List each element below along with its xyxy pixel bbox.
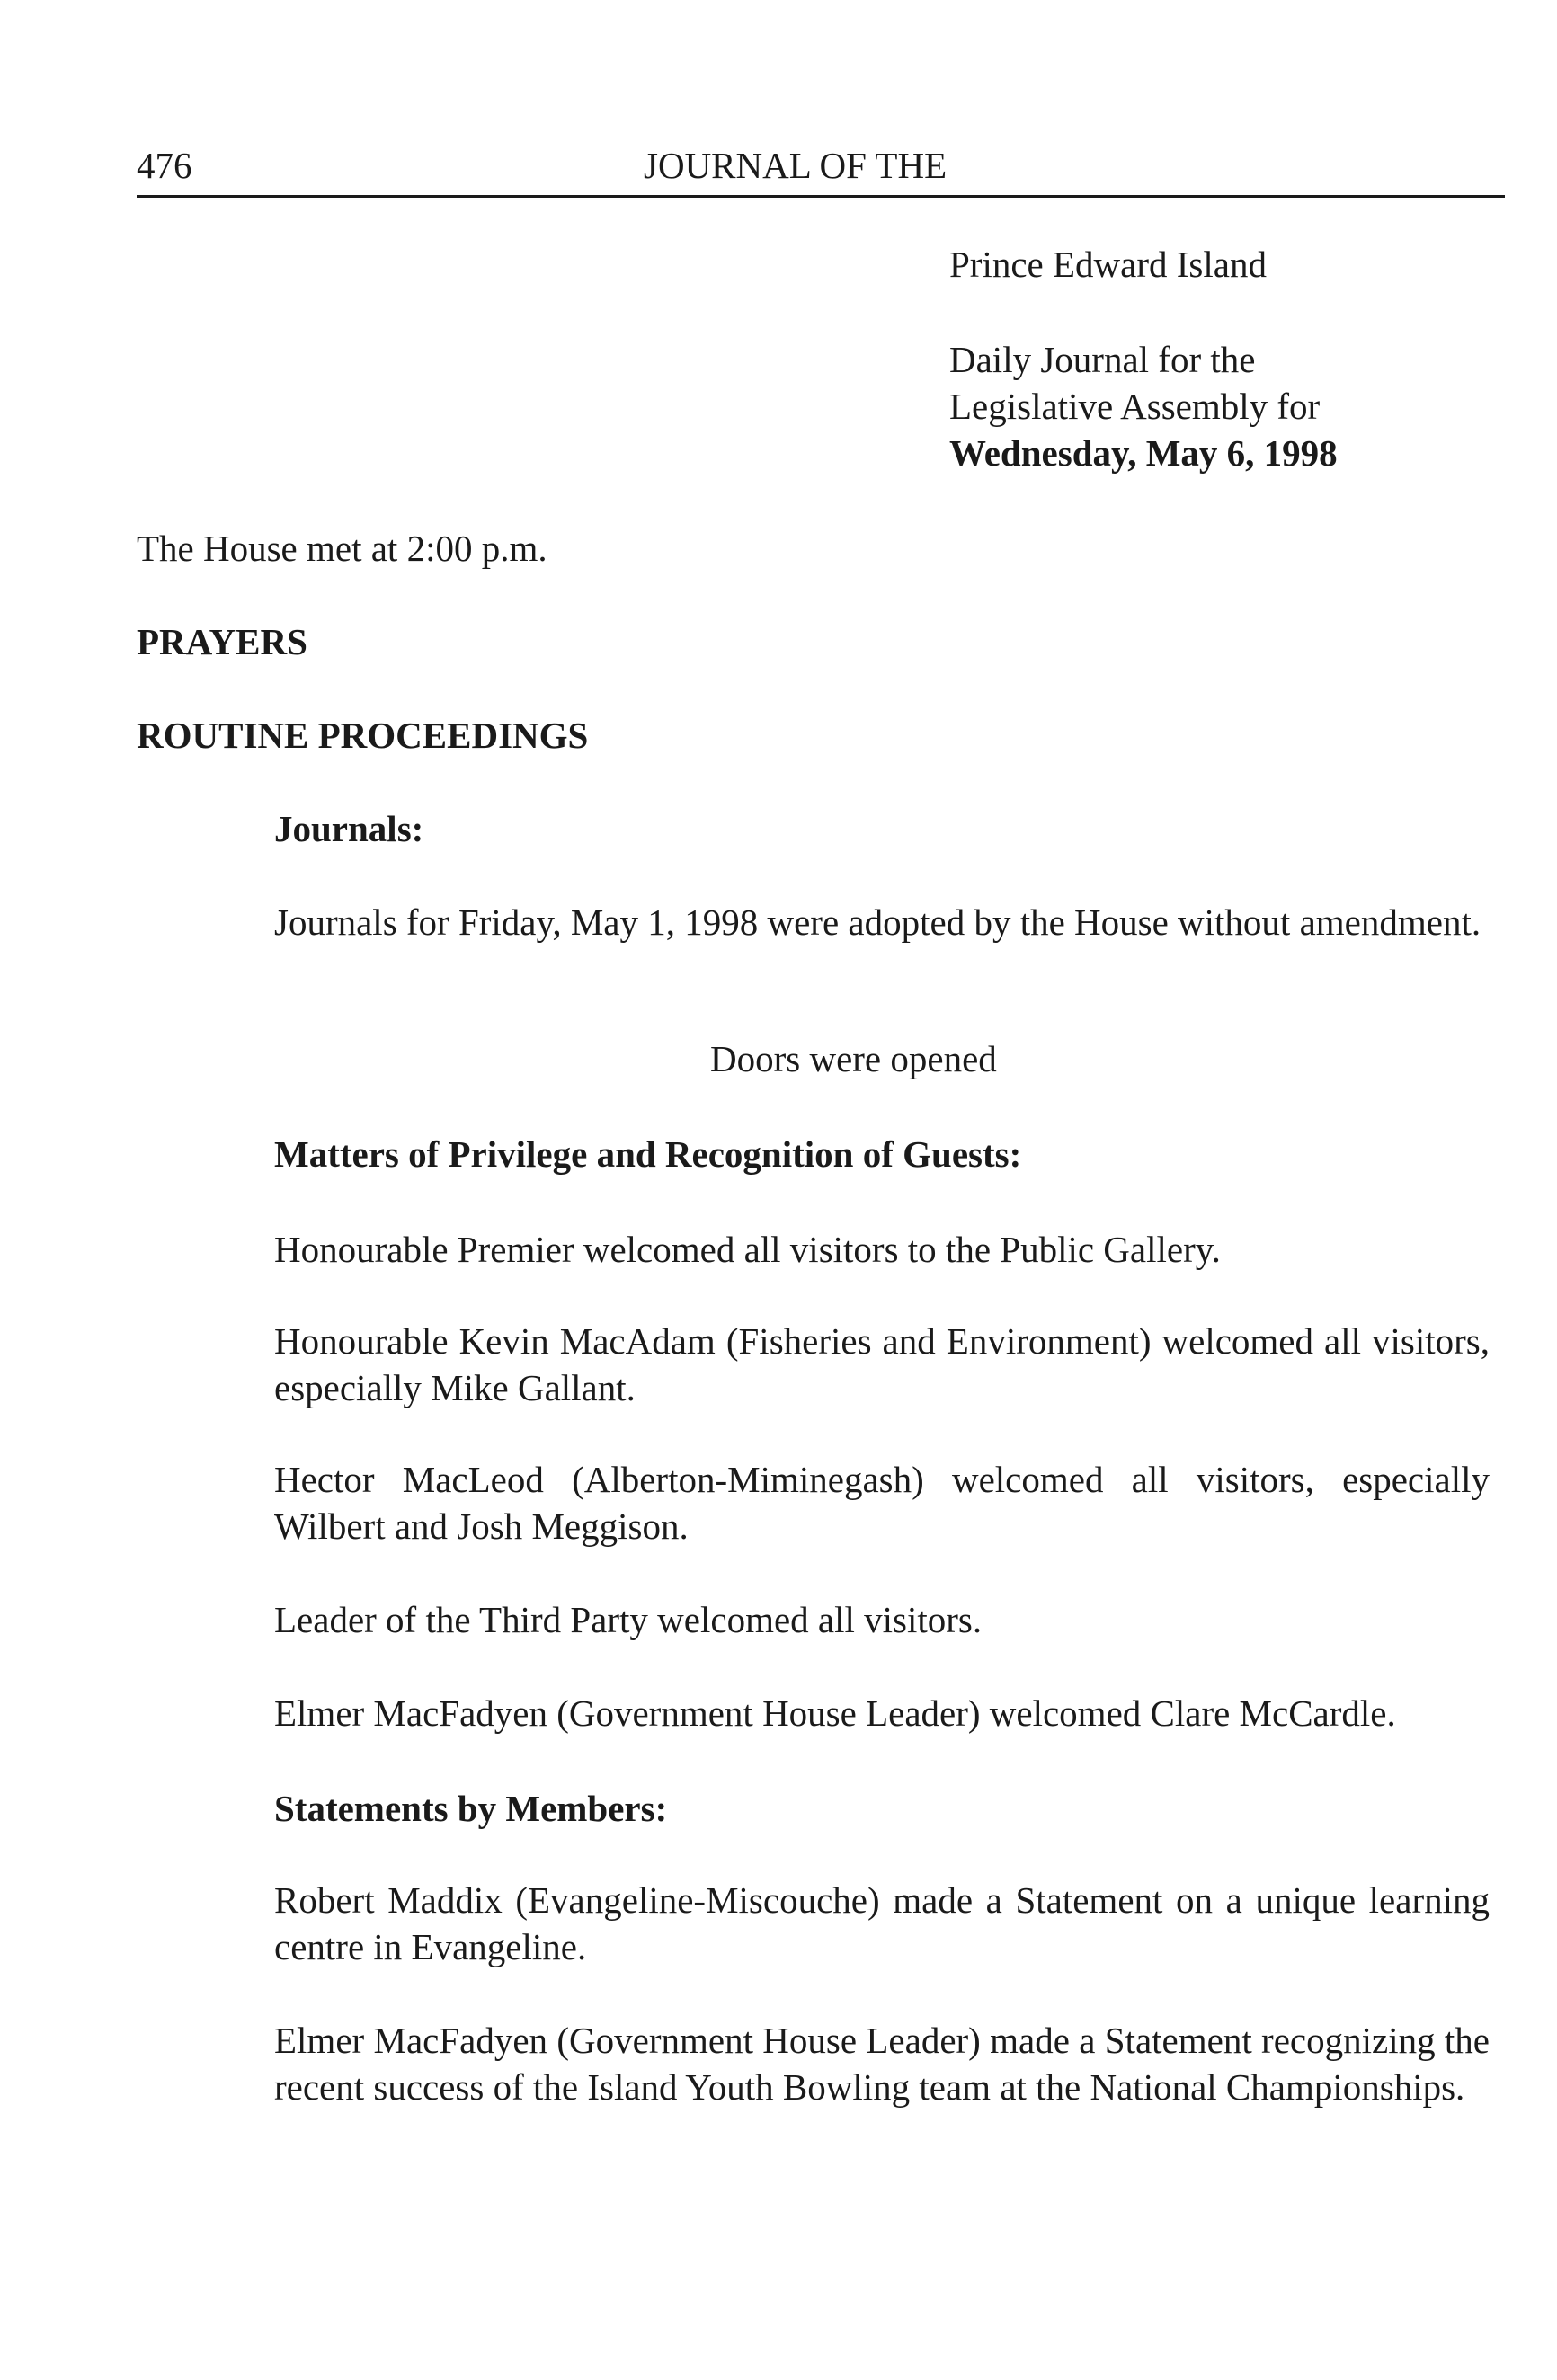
privilege-item: Hector MacLeod (Alberton-Miminegash) welcomed all visitors, especially Wilbert and Josh Meggison.	[274, 1459, 1490, 1547]
header-rule	[137, 195, 1505, 198]
privilege-item: Leader of the Third Party welcomed all visitors.	[274, 1599, 983, 1640]
journals-paragraph: Journals for Friday, May 1, 1998 were adopted by the House without amendment.	[274, 901, 1481, 943]
prayers-heading: PRAYERS	[137, 621, 307, 662]
journal-title-line-2: Legislative Assembly for	[949, 386, 1321, 427]
privilege-heading: Matters of Privilege and Recognition of Guests:	[274, 1133, 1022, 1175]
province-name: Prince Edward Island	[949, 244, 1267, 285]
privilege-item: Honourable Kevin MacAdam (Fisheries and Environment) welcomed all visitors, especially Mike Gallant.	[274, 1320, 1490, 1408]
running-title: JOURNAL OF THE	[644, 145, 948, 186]
journals-heading: Journals:	[274, 808, 424, 849]
statements-heading: Statements by Members:	[274, 1788, 668, 1829]
doors-opened-line: Doors were opened	[710, 1038, 997, 1079]
routine-proceedings-heading: ROUTINE PROCEEDINGS	[137, 715, 589, 756]
journal-date: Wednesday, May 6, 1998	[949, 432, 1338, 474]
statement-item: Elmer MacFadyen (Government House Leader) made a Statement recognizing the recent success of the Island Youth Bowling team at the National Championships.	[274, 2020, 1490, 2108]
house-met-line: The House met at 2:00 p.m.	[137, 528, 547, 569]
statement-item: Robert Maddix (Evangeline-Miscouche) made a Statement on a unique learning centre in Evangeline.	[274, 1879, 1490, 1967]
page-number: 476	[137, 145, 192, 186]
privilege-item: Elmer MacFadyen (Government House Leader) welcomed Clare McCardle.	[274, 1692, 1396, 1734]
journal-title-line-1: Daily Journal for the	[949, 339, 1256, 380]
privilege-item: Honourable Premier welcomed all visitors to the Public Gallery.	[274, 1229, 1221, 1270]
